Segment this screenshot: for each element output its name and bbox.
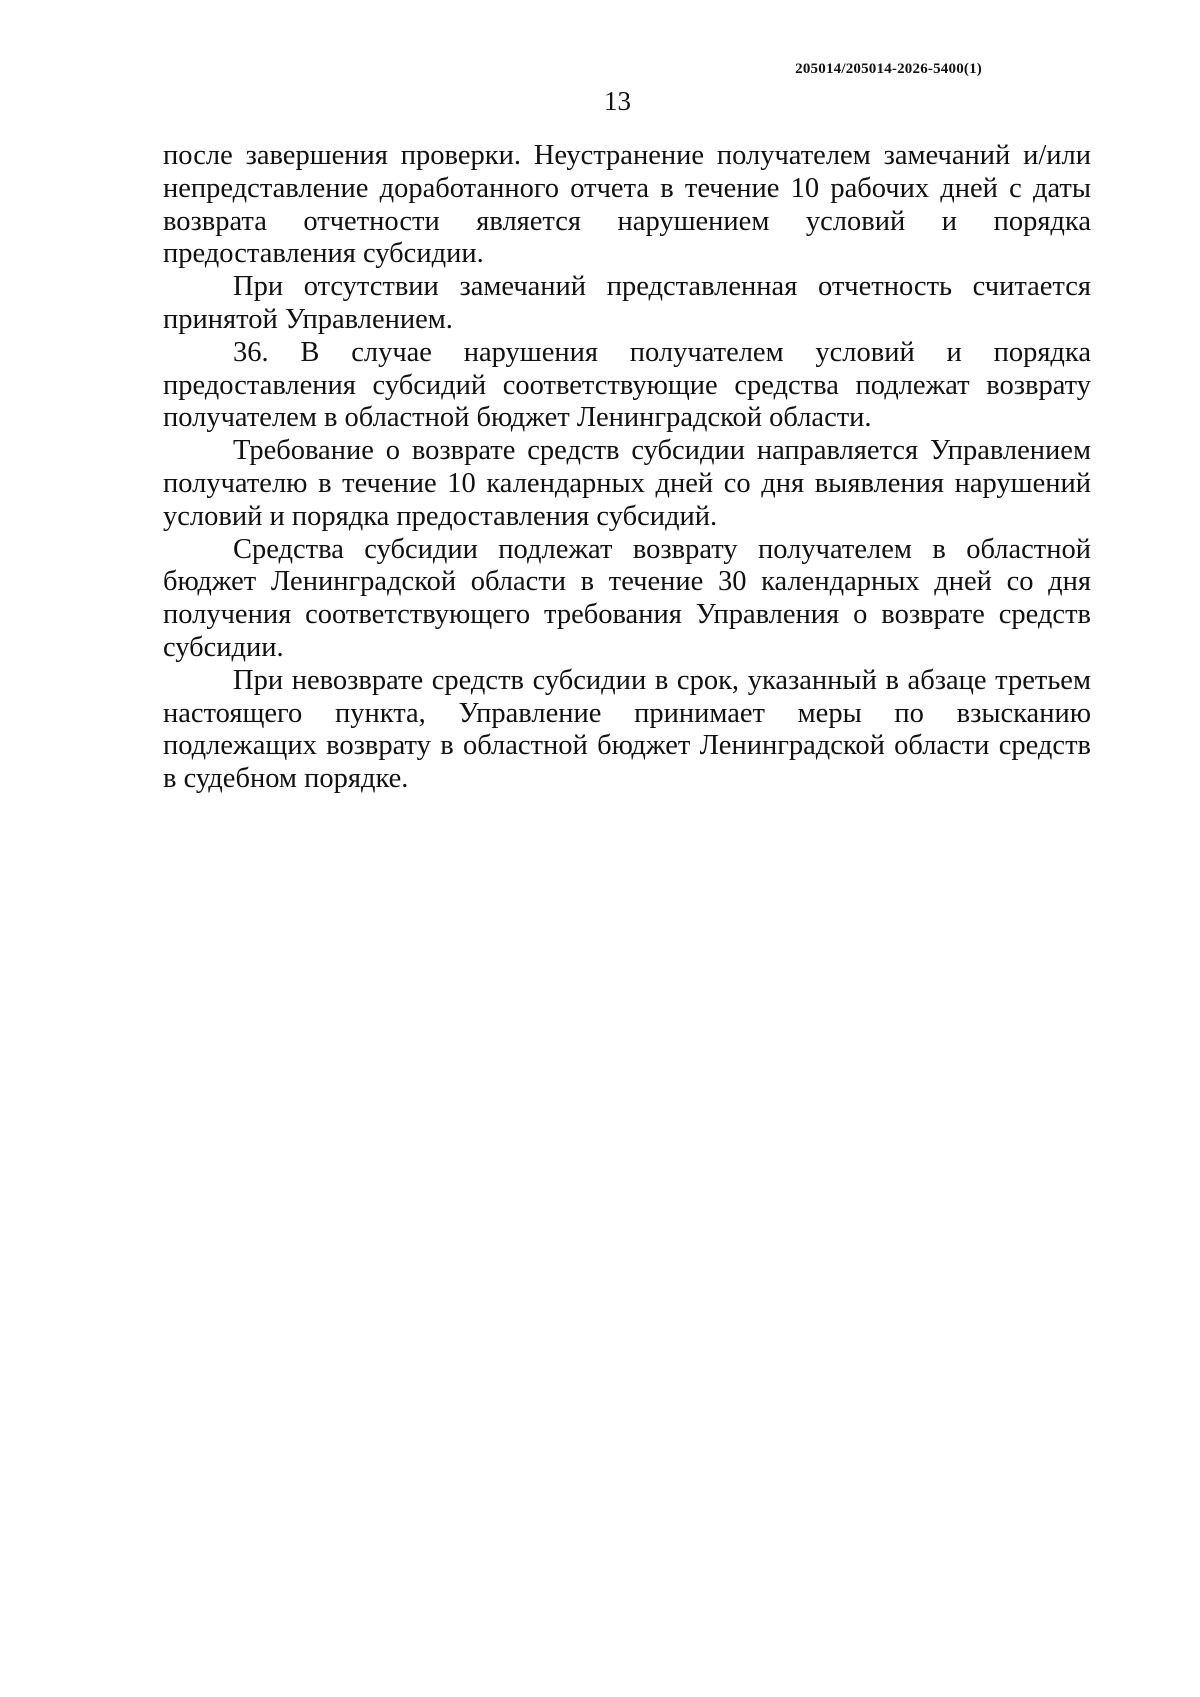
document-body bbox=[163, 140, 1091, 796]
paragraph-court-recovery: При невозврате средств субсидии в срок, указанный в абзаце третьем настоящего пункта, Управление принимает меры по взысканию подлежащих возврату в областной бюджет Ленинградской области средств в судебном порядке. bbox=[163, 664, 1091, 795]
paragraph-return-deadline: Средства субсидии подлежат возврату получателем в областной бюджет Ленинградской области в течение 30 календарных дней со дня получения соответствующего требования Управления о возврате средств субсидии. bbox=[163, 533, 1091, 663]
document-code: 205014/205014-2026-5400(1) bbox=[795, 61, 982, 77]
page-number: 13 bbox=[604, 86, 631, 116]
paragraph-report-accepted: При отсутствии замечаний представленная отчетность считается принятой Управлением. bbox=[163, 271, 1091, 335]
paragraph-item-36: 36. В случае нарушения получателем условий и порядка предоставления субсидий соответствующие средства подлежат возврату получателем в областной бюджет Ленинградской области. bbox=[163, 336, 1091, 434]
paragraph-continuation: после завершения проверки. Неустранение получателем замечаний и/или непредставление доработанного отчета в течение 10 рабочих дней с даты возврата отчетности является нарушением условий и порядка предоставления субсидии. bbox=[163, 140, 1091, 270]
paragraph-return-requirement: Требование о возврате средств субсидии направляется Управлением получателю в течение 10 календарных дней со дня выявления нарушений условий и порядка предоставления субсидий. bbox=[163, 435, 1091, 532]
